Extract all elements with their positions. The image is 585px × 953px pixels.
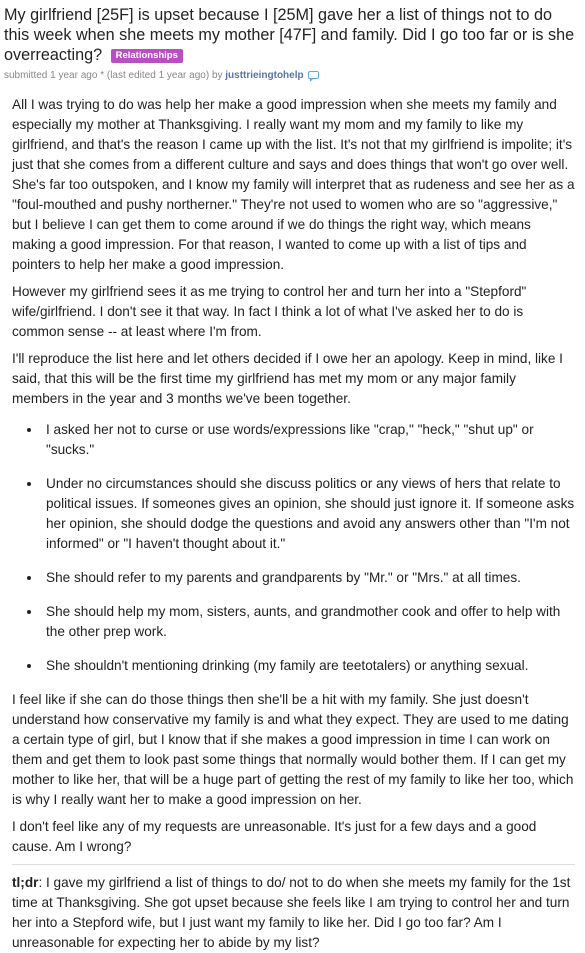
list-item: • She should help my mom, sisters, aunts, and grandmother cook and offer to help with the other prep work. xyxy=(42,602,575,642)
flair-badge[interactable]: Relationships xyxy=(111,49,183,63)
body-conclusion xyxy=(12,690,575,857)
edited-marker: * xyxy=(100,70,105,81)
list-item: • Under no circumstances should she discuss politics or any views of hers that relate to political issues. If someones gives an opinion, she should just ignore it. If someone asks her opinion, she should dodge the questions and avoid any answers other than "I'm not informed" or "I haven't thought about it." xyxy=(42,474,575,554)
list-item: • She should refer to my parents and grandparents by "Mr." or "Mrs." at all times. xyxy=(42,568,575,588)
body-paragraph: I feel like if she can do those things then she'll be a hit with my family. She just doesn't understand how conservative my family is and what they expect. They are used to me dating a certain type of girl, but I know that if she makes a good impression in time I can work on them and get them to look past some things that normally would bother them. If I can get my mother to like her, that will be a huge part of getting the rest of my family to like her too, which is why I really want her to make a good impression on her. xyxy=(12,692,574,807)
tldr-paragraph xyxy=(12,873,575,953)
body-paragraph: I'll reproduce the list here and let others decided if I owe her an apology. Keep in mind, like I said, that this will be the first time my girlfriend has met my mom or any major family members in the year and 3 months we've been together. xyxy=(12,351,563,406)
post-tagline xyxy=(4,69,579,83)
post-body xyxy=(4,83,579,953)
post-title[interactable]: My girlfriend [25F] is upset because I [25M] gave her a list of things not to do this week when she meets my mother [47F] and family. Did I go too far or is she overreacting? xyxy=(4,6,575,64)
divider xyxy=(12,864,575,865)
submitted-label: submitted xyxy=(4,70,48,81)
tldr-text: : I gave my girlfriend a list of things to do/ not to do when she meets my family for the 1st time at Thanksgiving. She got upset because she feels like I am trying to control her and turn her into a Stepford wife, but I just want my family to like her. Did I go too far? Am I unreasonable for expecting her to abide by my list? xyxy=(12,875,571,950)
list-item: • I asked her not to curse or use words/expressions like "crap," "heck," "shut up" or "sucks." xyxy=(42,420,575,460)
body-paragraph: I don't feel like any of my requests are unreasonable. It's just for a few days and a good cause. Am I wrong? xyxy=(12,819,537,854)
submitted-time: 1 year ago xyxy=(50,70,98,81)
body-paragraph: All I was trying to do was help her make a good impression when she meets my family and especially my mother at Thanksgiving. I really want my mom and my family to like my girlfriend, and that's the reason I came up with the list. It's not that my girlfriend is impolite; it's just that she comes from a different culture and says and does things that won't go over well. She's far too outspoken, and I know my family will interpret that as rudeness and see her as a "foul-mouthed and pushy northerner." They're not used to women who are so "aggressive," but I believe I can get them to come around if we do things the right way, which means making a good impression. For that reason, I wanted to come up with a list of tips and pointers to help her make a good impression. xyxy=(12,97,575,272)
rules-list xyxy=(12,420,575,676)
edited-note: (last edited 1 year ago) xyxy=(106,70,210,81)
tldr-label: tl;dr xyxy=(12,875,39,890)
speech-bubble-icon xyxy=(308,71,319,79)
author-link[interactable]: justtrieingtohelp xyxy=(225,70,304,81)
body-intro xyxy=(12,95,575,409)
body-paragraph: However my girlfriend sees it as me trying to control her and turn her into a "Stepford" wife/girlfriend. I don't see it that way. In fact I think a lot of what I've asked her to do is common sense -- at least where I'm from. xyxy=(12,284,527,339)
by-label: by xyxy=(211,70,223,81)
list-item: • She shouldn't mentioning drinking (my family are teetotalers) or anything sexual. xyxy=(42,656,575,676)
post-title-line xyxy=(4,5,579,65)
